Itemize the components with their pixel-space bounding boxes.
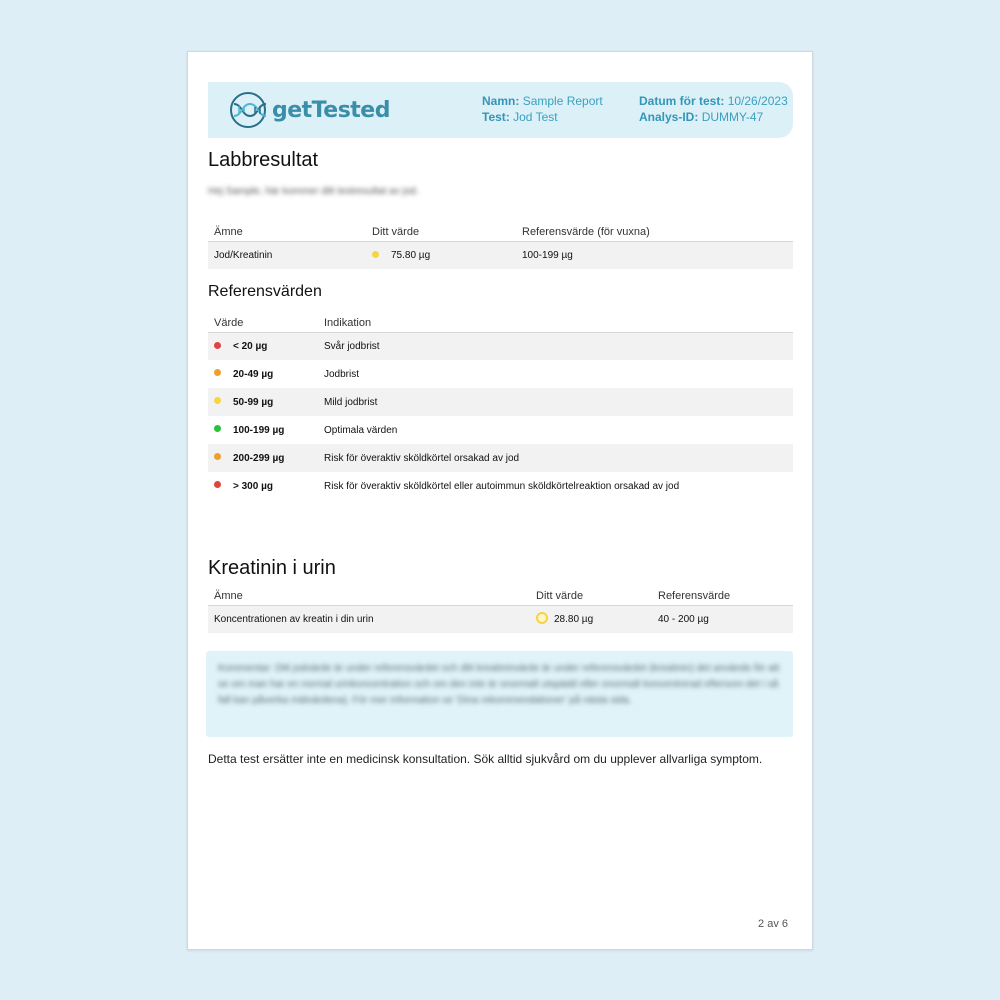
range-value: 50-99 µg (233, 396, 274, 408)
table-row (208, 605, 793, 633)
lab-results-title: Labbresultat (208, 149, 319, 171)
col-subject: Ämne (208, 223, 366, 241)
range-cell (208, 332, 318, 360)
page-number: 2 av 6 (758, 918, 788, 930)
reference-table (208, 314, 793, 500)
reference-cell: 100-199 µg (516, 241, 793, 269)
table-row (208, 472, 793, 500)
range-cell (208, 416, 318, 444)
range-value: 200-299 µg (233, 452, 285, 464)
value-text: 28.80 µg (554, 613, 594, 625)
indication-cell: Svår jodbrist (318, 332, 793, 360)
col-reference: Referensvärde (652, 587, 793, 605)
creatinine-title: Kreatinin i urin (208, 557, 336, 579)
range-value: > 300 µg (233, 480, 273, 492)
status-dot-icon (372, 251, 379, 258)
indication-cell: Risk för överaktiv sköldkörtel orsakad av jod (318, 444, 793, 472)
date-label: Datum för test: (639, 94, 725, 108)
col-reference: Referensvärde (för vuxna) (516, 223, 793, 241)
range-value: 20-49 µg (233, 368, 274, 380)
table-row (208, 360, 793, 388)
patient-info (482, 93, 603, 125)
name-value: Sample Report (522, 94, 603, 108)
date-value: 10/26/2023 (727, 94, 788, 108)
table-row (208, 241, 793, 269)
test-label: Test: (482, 110, 510, 124)
subject-cell: Jod/Kreatinin (208, 241, 366, 269)
status-dot-icon (214, 369, 221, 376)
reference-values-title: Referensvärden (208, 283, 322, 300)
test-value: Jod Test (513, 110, 558, 124)
test-info (639, 93, 788, 125)
status-ring-icon (536, 612, 548, 624)
table-row (208, 444, 793, 472)
col-value: Ditt värde (530, 587, 652, 605)
col-indication: Indikation (318, 314, 793, 332)
range-cell (208, 444, 318, 472)
dna-logo-icon (228, 90, 270, 130)
indication-cell: Jodbrist (324, 368, 360, 380)
disclaimer-text: Detta test ersätter inte en medicinsk konsultation. Sök alltid sjukvård om du upplever allvarliga symptom. (208, 752, 763, 766)
name-label: Namn: (482, 94, 520, 108)
report-page (187, 51, 813, 950)
range-cell (208, 360, 318, 388)
status-dot-icon (214, 425, 221, 432)
gettested-logo (228, 90, 390, 130)
comment-box (206, 651, 793, 737)
col-value: Ditt värde (366, 223, 516, 241)
analysis-label: Analys-ID: (639, 110, 699, 124)
status-dot-icon (214, 481, 221, 488)
col-value: Värde (208, 314, 318, 332)
subject-cell: Koncentrationen av kreatin i din urin (208, 605, 530, 633)
reference-cell: 40 - 200 µg (652, 605, 793, 633)
table-row (208, 332, 793, 360)
indication-cell: Mild jodbrist (318, 388, 793, 416)
range-cell (208, 388, 318, 416)
indication-cell: Risk för överaktiv sköldkörtel eller autoimmun sköldkörtelreaktion orsakad av jod (324, 480, 680, 492)
value-cell (530, 605, 652, 633)
comment-text: Kommentar: Ditt jodvärde är under referensvärdet och ditt kreatininvärde är under referensvärdet (kreatinin) det används för att se om man har en normal urinkoncentration och om den inte är onormalt utspädd eller onormalt koncentrerad eftersom det i så fall kan påverka mätvärdena). För mer information se 'Dina rekommendationer' på nästa sida. (218, 663, 780, 706)
table-row (208, 416, 793, 444)
range-value: < 20 µg (233, 340, 268, 352)
logo-text: getTested (272, 97, 390, 123)
creatinine-table (208, 587, 793, 633)
value-cell (366, 241, 516, 269)
range-cell (208, 472, 318, 500)
lab-intro-text: Hej Sample, här kommer ditt testresultat av jod. (208, 186, 419, 197)
value-text: 75.80 µg (391, 249, 431, 261)
report-header (208, 82, 793, 138)
table-row (208, 388, 793, 416)
status-dot-icon (214, 397, 221, 404)
analysis-value: DUMMY-47 (701, 110, 764, 124)
status-dot-icon (214, 453, 221, 460)
lab-results-table (208, 223, 793, 269)
indication-cell: Optimala värden (324, 424, 398, 436)
status-dot-icon (214, 342, 221, 349)
col-subject: Ämne (208, 587, 530, 605)
range-value: 100-199 µg (233, 424, 285, 436)
